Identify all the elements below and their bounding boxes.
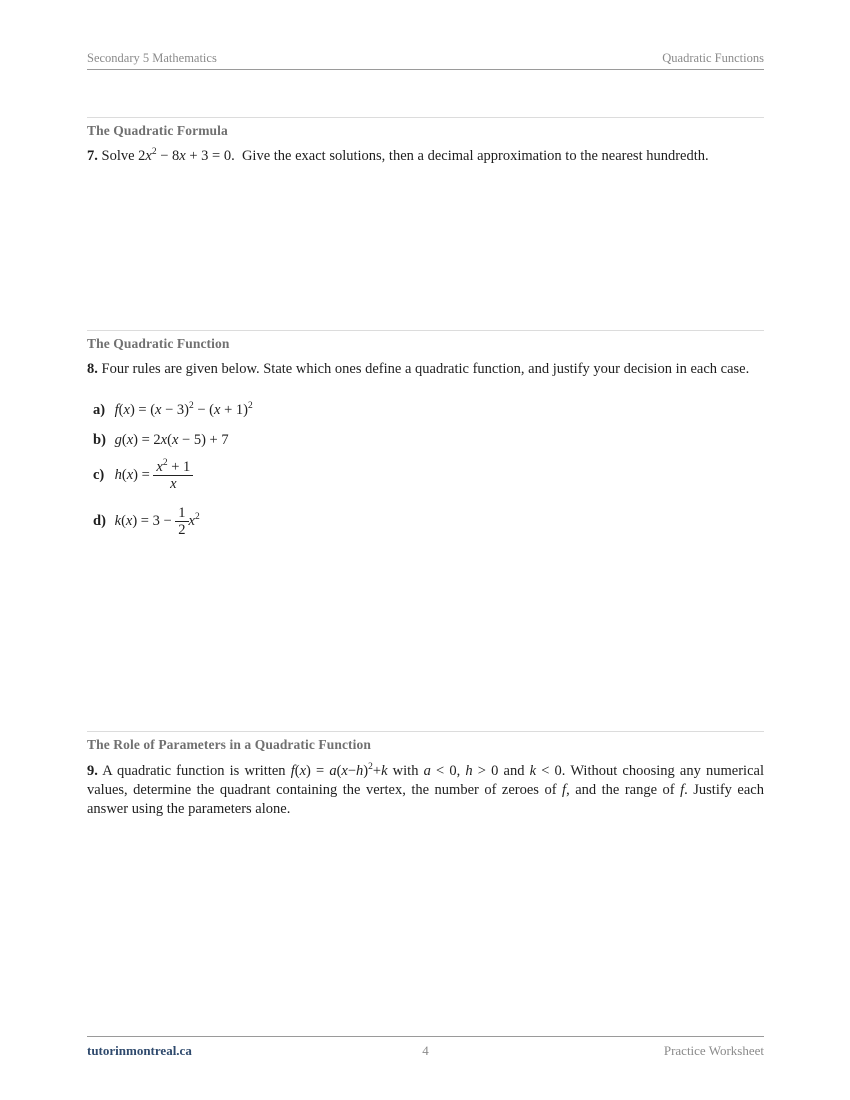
problem-text-range: and the range of [575, 782, 675, 798]
part-label: d) [93, 512, 106, 529]
part-label: b) [93, 432, 106, 448]
part-c: c) h(x) = $\frac{x^2 + 1}{x}$ [93, 459, 193, 492]
problem-number: 9. [87, 763, 98, 779]
fraction: $\frac{x^2 + 1}{x}$ [153, 459, 193, 492]
problem-9: 9. A quadratic function is written $f(x) = a(x-h)^2+k$ with a < 0, h > 0 and k < 0. Without choosing any numerical values, determine the quadrant containing the vertex, the number of zeroes of f, and the range of f. Justify each answer using the parameters alone. [87, 762, 764, 817]
part-label: a) [93, 402, 106, 418]
running-header [87, 51, 764, 70]
footer-site-name: tutorinmontreal.ca [87, 1043, 192, 1058]
section-title: The Quadratic Formula [87, 123, 228, 138]
running-footer [87, 1036, 764, 1061]
section-title: The Role of Parameters in a Quadratic Function [87, 737, 371, 752]
part-a: a) $f(x) = (x - 3)^2 - (x + 1)^2$ [93, 401, 253, 418]
problem-text-lead: A quadratic function is written [102, 763, 286, 779]
footer-document-label: Practice Worksheet [663, 1043, 764, 1058]
section-divider [87, 117, 764, 118]
problem-text: Without choosing any numerical values, determine the quadrant containing the vertex, the number of zeroes of [87, 763, 764, 798]
problem-text: Give the exact solutions, then a decimal approximation to the nearest hundredth. [241, 148, 709, 164]
problem-number: 7. [87, 148, 98, 164]
problem-text-justify: Justify each answer using the parameters alone. [87, 782, 764, 817]
footer-page-number: 4 [422, 1043, 429, 1058]
section-divider [87, 731, 764, 732]
fraction: $\frac{1}{2}$ [175, 505, 188, 538]
section-quadratic-function [87, 330, 764, 550]
problem-7: 7. Solve $2x^2 - 8x + 3 = 0$. Give the exact solutions, then a decimal approximation to the nearest hundredth. [87, 147, 709, 164]
problem-text-lead: Solve 2 [101, 148, 146, 164]
header-course-title: Secondary 5 Mathematics [87, 51, 217, 65]
problem-text: Four rules are given below. State which ones define a quadratic function, and justify your decision in each case. [101, 361, 750, 377]
section-quadratic-formula [87, 117, 764, 166]
section-title: The Quadratic Function [87, 336, 230, 351]
part-b: b) g(x) = 2x(x − 5) + 7 [93, 432, 229, 448]
header-topic-title: Quadratic Functions [662, 51, 764, 65]
problem-number: 8. [87, 361, 98, 377]
part-d: d) k(x) = 3 − $\frac{1}{2}$ $x^2$ [93, 505, 200, 538]
section-role-of-parameters [87, 731, 764, 819]
problem-8 [87, 360, 764, 379]
part-label: c) [93, 466, 105, 483]
section-divider [87, 330, 764, 331]
